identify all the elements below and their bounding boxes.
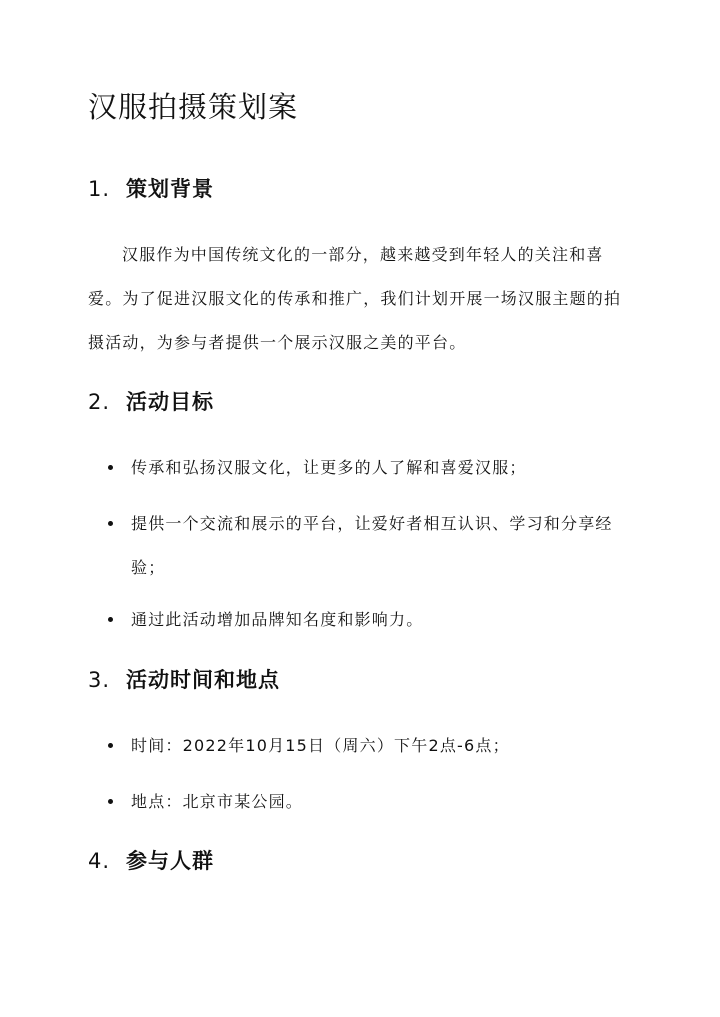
background-paragraph: 汉服作为中国传统文化的一部分，越来越受到年轻人的关注和喜爱。为了促进汉服文化的传承和推广，我们计划开展一场汉服主题的拍摄活动，为参与者提供一个展示汉服之美的平台。 (88, 245, 622, 352)
document-title: 汉服拍摄策划案 (88, 90, 299, 124)
section-heading-time-place (88, 665, 280, 695)
section-number: 1. (88, 177, 111, 201)
list-item (108, 446, 639, 490)
section-heading-background (88, 174, 214, 204)
list-item-text: 传承和弘扬汉服文化，让更多的人了解和喜爱汉服； (131, 458, 527, 477)
bullet-dot-icon (108, 521, 113, 526)
list-item-text: 提供一个交流和展示的平台，让爱好者相互认识、学习和分享经验； (131, 514, 613, 577)
list-item (108, 780, 639, 824)
bullet-dot-icon (108, 617, 113, 622)
section-title: 活动目标 (126, 390, 214, 414)
bullet-dot-icon (108, 799, 113, 804)
list-item-text: 通过此活动增加品牌知名度和影响力。 (131, 610, 424, 629)
list-item-text: 地点：北京市某公园。 (131, 792, 304, 811)
bullet-dot-icon (108, 743, 113, 748)
section-number: 2. (88, 390, 111, 414)
section-heading-goals (88, 387, 214, 417)
section-number: 4. (88, 849, 111, 873)
list-item (108, 502, 639, 590)
list-item (108, 598, 639, 642)
bullet-dot-icon (108, 465, 113, 470)
list-item (108, 724, 639, 768)
section-number: 3. (88, 668, 111, 692)
section-title: 参与人群 (126, 849, 214, 873)
list-item-text: 时间：2022年10月15日（周六）下午2点-6点； (131, 736, 510, 755)
section-heading-participants (88, 846, 214, 876)
section-title: 活动时间和地点 (126, 668, 280, 692)
section-title: 策划背景 (126, 177, 214, 201)
